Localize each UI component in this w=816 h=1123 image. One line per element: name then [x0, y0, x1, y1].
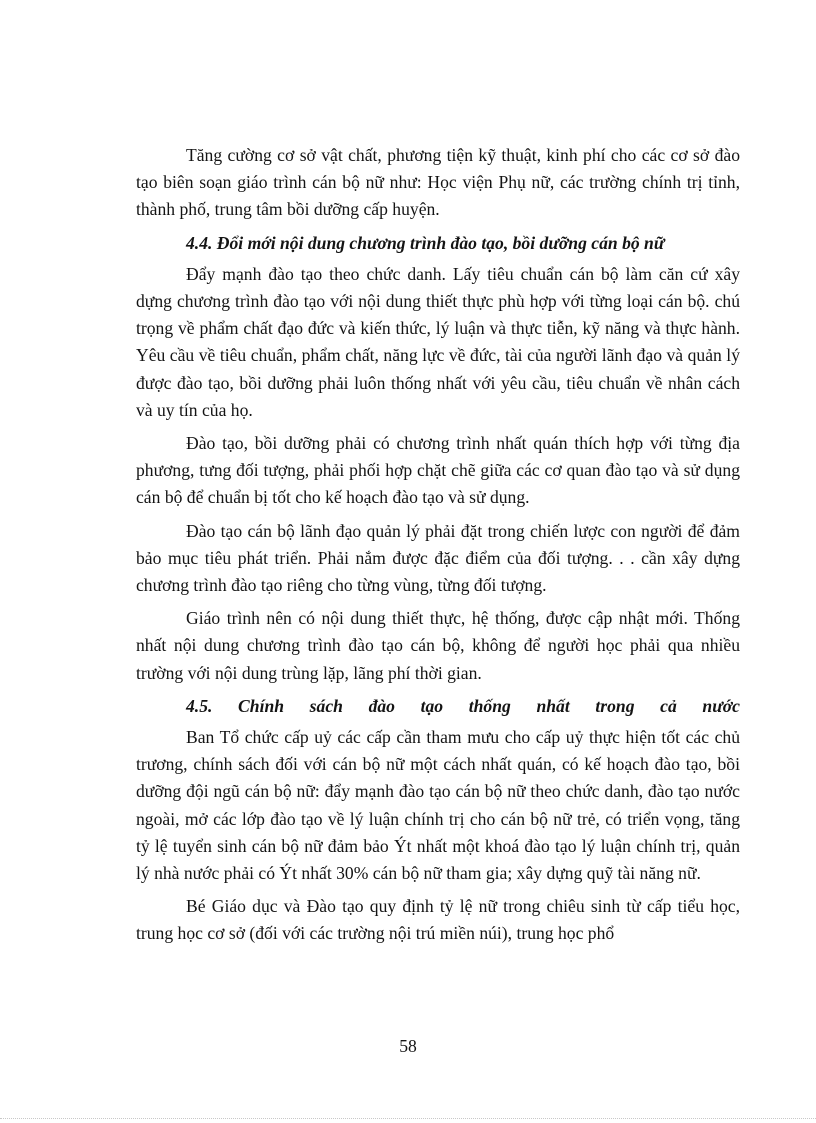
page-divider: [0, 1118, 816, 1119]
section-heading-4-4: 4.4. Đổi mới nội dung chương trình đào tạo, bồi dưỡng cán bộ nữ: [186, 232, 665, 253]
paragraph: Ban Tổ chức cấp uỷ các cấp cần tham mưu cho cấp uỷ thực hiện tốt các chủ trương, chính sách đối với cán bộ nữ một cách nhất quán, có kế hoạch đào tạo, bồi dưỡng đội ngũ cán bộ nữ: đẩy mạnh đào tạo cán bộ nữ theo chức danh, đào tạo nước ngoài, mở các lớp đào tạo về lý luận chính trị cho cán bộ nữ trẻ, có triển vọng, tăng tỷ lệ tuyển sinh cán bộ nữ đảm bảo Ýt nhất một khoá đào tạo lý luận chính trị, quản lý nhà nước phải có Ýt nhất 30% cán bộ nữ tham gia; xây dựng quỹ tài năng nữ.: [136, 727, 740, 884]
section-heading-4-5: 4.5. Chính sách đào tạo thống nhất trong cả nước: [186, 695, 740, 716]
paragraph: Tăng cường cơ sở vật chất, phương tiện kỹ thuật, kinh phí cho các cơ sở đào tạo biên soạn giáo trình cán bộ nữ như: Học viện Phụ nữ, các trường chính trị tỉnh, thành phố, trung tâm bồi dưỡng cấp huyện.: [136, 145, 740, 220]
paragraph: Đào tạo, bồi dưỡng phải có chương trình nhất quán thích hợp với từng địa phương, tưng đối tượng, phải phối hợp chặt chẽ giữa các cơ quan đào tạo và sử dụng cán bộ để chuẩn bị tốt cho kế hoạch đào tạo và sử dụng.: [136, 433, 740, 508]
paragraph: Đẩy mạnh đào tạo theo chức danh. Lấy tiêu chuẩn cán bộ làm căn cứ xây dựng chương trình đào tạo với nội dung thiết thực phù hợp với từng loại cán bộ. chú trọng về phẩm chất đạo đức và kiến thức, lý luận và thực tiễn, kỹ năng và thực hành. Yêu cầu về tiêu chuẩn, phẩm chất, năng lực về đức, tài của người lãnh đạo và quản lý được đào tạo, bồi dưỡng phải luôn thống nhất với yêu cầu, tiêu chuẩn về nhân cách và uy tín của họ.: [136, 263, 740, 420]
paragraph: Bé Giáo dục và Đào tạo quy định tỷ lệ nữ trong chiêu sinh từ cấp tiểu học, trung học cơ sở (đối với các trường nội trú miền núi), trung học phổ: [136, 896, 740, 944]
page-content: [136, 142, 740, 948]
page-number: 58: [399, 1036, 417, 1056]
paragraph: Đào tạo cán bộ lãnh đạo quản lý phải đặt trong chiến lược con người để đảm bảo mục tiêu phát triển. Phải nắm được đặc điểm của đối tượng. . . cần xây dựng chương trình đào tạo riêng cho từng vùng, từng đối tượng.: [136, 520, 740, 596]
paragraph: Giáo trình nên có nội dung thiết thực, hệ thống, được cập nhật mới. Thống nhất nội dung chương trình đào tạo cán bộ, không để người học phải qua nhiều trường với nội dung trùng lặp, lãng phí thời gian.: [136, 608, 740, 683]
